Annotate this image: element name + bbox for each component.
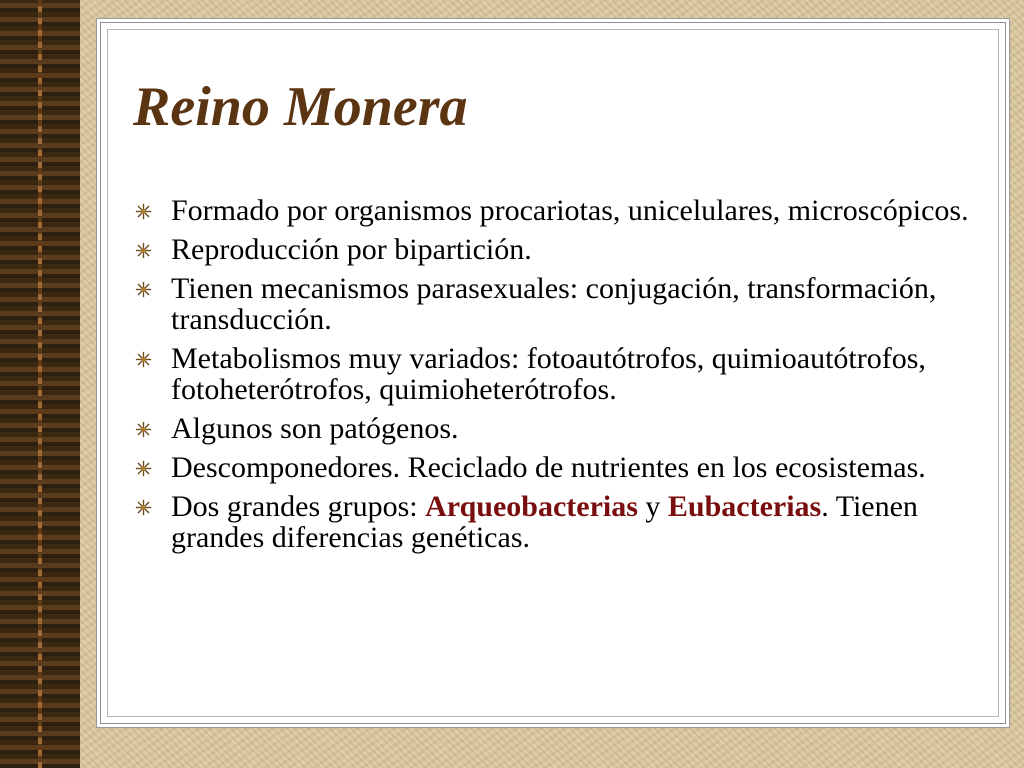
starburst-bullet-icon <box>135 281 152 298</box>
bullet-text: Algunos son patógenos. <box>171 412 459 445</box>
decorative-left-strip <box>0 0 80 768</box>
bullet-item <box>131 195 971 226</box>
highlight-arqueobacterias: Arqueobacterias <box>425 490 638 523</box>
bullet-item <box>131 273 971 335</box>
slide-panel <box>100 22 1006 724</box>
bullet-text-pre: Dos grandes grupos: <box>171 490 426 523</box>
slide-title: Reino Monera <box>133 76 468 138</box>
starburst-bullet-icon <box>135 242 152 259</box>
bullet-item <box>131 343 971 405</box>
bullet-text: Reproducción por bipartición. <box>171 233 532 266</box>
bullet-text <box>171 490 918 554</box>
bullet-item <box>131 413 971 444</box>
bullet-item <box>131 491 971 553</box>
starburst-bullet-icon <box>135 351 152 368</box>
starburst-bullet-icon <box>135 421 152 438</box>
bullet-text: Formado por organismos procariotas, unicelulares, microscópicos. <box>171 194 969 227</box>
starburst-bullet-icon <box>135 499 152 516</box>
highlight-eubacterias: Eubacterias <box>667 490 822 523</box>
bullet-list <box>131 195 971 561</box>
strip-seam <box>38 0 42 768</box>
bullet-text: Metabolismos muy variados: fotoautótrofos, quimioautótrofos, fotoheterótrofos, quimioheterótrofos. <box>171 342 926 406</box>
bullet-text: Descomponedores. Reciclado de nutrientes en los ecosistemas. <box>171 451 926 484</box>
bullet-text-post: . Tienen grandes diferencias genéticas. <box>171 490 918 554</box>
bullet-item <box>131 234 971 265</box>
starburst-bullet-icon <box>135 460 152 477</box>
bullet-item <box>131 452 971 483</box>
bullet-text: Tienen mecanismos parasexuales: conjugación, transformación, transducción. <box>171 272 937 336</box>
bullet-text-mid: y <box>637 490 668 523</box>
starburst-bullet-icon <box>135 203 152 220</box>
